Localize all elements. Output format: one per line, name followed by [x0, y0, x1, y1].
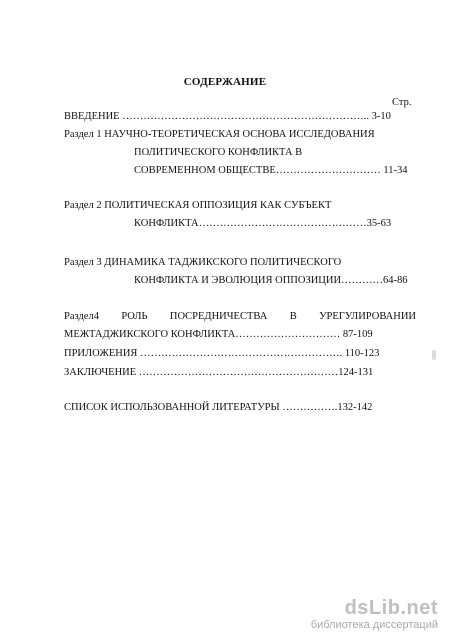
toc-title: СОДЕРЖАНИЕ — [183, 76, 267, 88]
toc-entry-appendices: ПРИЛОЖЕНИЯ …………………………………………………. 110-123 — [64, 348, 380, 359]
watermark — [254, 597, 450, 633]
section-4-word: УРЕГУЛИРОВАНИИ — [319, 311, 416, 322]
toc-entry-introduction: ВВЕДЕНИЕ …………………………………………………………….. 3-10 — [64, 111, 391, 122]
toc-entry-section-1-line-3: СОВРЕМЕННОМ ОБЩЕСТВЕ………………………… 11-34 — [134, 165, 408, 176]
toc-entry-section-1-line-1: Раздел 1 НАУЧНО-ТЕОРЕТИЧЕСКАЯ ОСНОВА ИССЛЕДОВАНИЯ — [64, 129, 375, 140]
toc-entry-section-4-line-2: МЕЖТАДЖИКСКОГО КОНФЛИКТА………………………… 87-109 — [64, 329, 373, 340]
section-4-word: РОЛЬ — [121, 311, 148, 322]
toc-entry-bibliography: СПИСОК ИСПОЛЬЗОВАННОЙ ЛИТЕРАТУРЫ …………….132-142 — [64, 402, 373, 413]
toc-entry-section-3-line-2: КОНФЛИКТА И ЭВОЛЮЦИЯ ОППОЗИЦИИ…………64-86 — [134, 275, 408, 286]
scan-speck — [432, 350, 436, 360]
toc-entry-section-2-line-2: КОНФЛИКТА…………………………………………35-63 — [134, 218, 392, 229]
watermark-logo: dsLib.net — [344, 597, 438, 619]
section-4-word: В — [289, 311, 297, 322]
toc-entry-section-4-line-1 — [64, 310, 416, 324]
toc-entry-section-1-line-2: ПОЛИТИЧЕСКОГО КОНФЛИКТА В — [134, 147, 303, 158]
section-4-word: Раздел4 — [64, 311, 99, 322]
watermark-subtitle: библиотека диссертаций — [310, 619, 438, 631]
page-column-label: Стр. — [392, 97, 412, 108]
toc-entry-section-3-line-1: Раздел 3 ДИНАМИКА ТАДЖИКСКОГО ПОЛИТИЧЕСКОГО — [64, 257, 342, 268]
toc-entry-conclusion: ЗАКЛЮЧЕНИЕ …………………………………………………124-131 — [64, 367, 374, 378]
section-4-word: ПОСРЕДНИЧЕСТВА — [169, 311, 268, 322]
toc-entry-section-2-line-1: Раздел 2 ПОЛИТИЧЕСКАЯ ОППОЗИЦИЯ КАК СУБЪЕКТ — [64, 200, 332, 211]
